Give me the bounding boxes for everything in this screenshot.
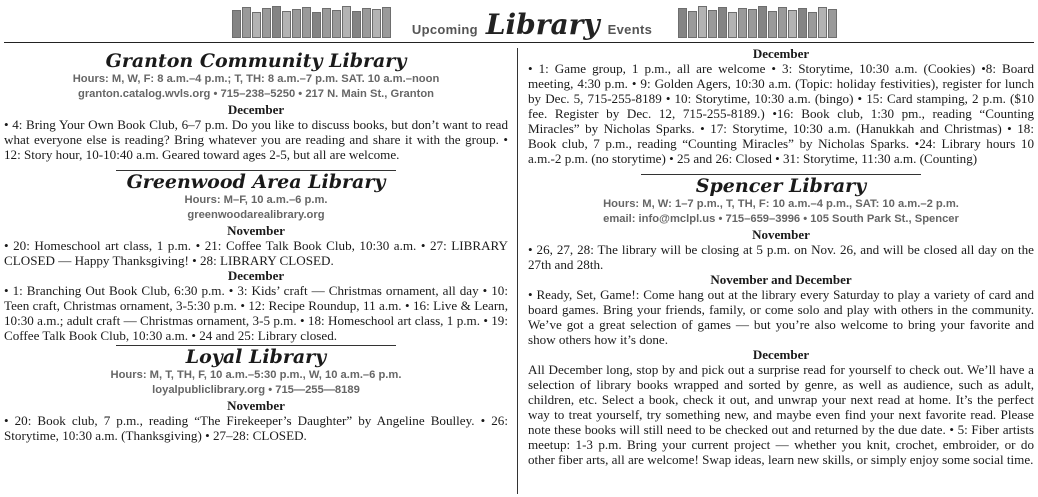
abbotsford-continued-section xyxy=(528,46,1034,166)
column-divider xyxy=(517,48,518,494)
spencer-month-2: November and December xyxy=(710,272,852,287)
greenwood-events-2: • 1: Branching Out Book Club, 6:30 p.m. • 3: Kids’ craft — Christmas ornament, all day • 10: Teen craft, Christmas ornament, 3-5:30 p.m. • 12: Recipe Roundup, 11 a.m. • 16: Live & Learn, 10:30 a.m.; adult craft — Christmas ornament, 3-5 p.m. • 18: Homeschool art class, 1 p.m. • 19: Coffee Talk Book Club, 10:30 a.m. • 24 and 25: Library closed. xyxy=(4,283,508,343)
header-title-group xyxy=(402,8,662,41)
header-rule xyxy=(4,42,1034,43)
loyal-contact: loyalpubliclibrary.org • 715—255—8189 xyxy=(152,384,360,396)
left-column xyxy=(4,50,508,443)
spencer-events-2: • Ready, Set, Game!: Come hang out at the library every Saturday to play a variety of card and board games. Bring your friends, family, or come solo and play with others in the community. We’ve got a great selection of games — but you’re also welcome to bring your favorite and show others how it’s done. xyxy=(528,287,1034,347)
greenwood-title: Greenwood Area Library xyxy=(126,171,386,193)
loyal-hours: Hours: M, T, TH, F, 10 a.m.–5:30 p.m., W, 10 a.m.–6 p.m. xyxy=(110,369,402,381)
header-right-word: Events xyxy=(607,22,653,37)
granton-events: • 4: Bring Your Own Book Club, 6–7 p.m. Do you like to discuss books, but don’t want to read what everyone else is reading? Bring whatever you are reading and share it with the group. • 12: Story hour, 10-10:40 a.m. Geared toward ages 2-5, but all are welcome. xyxy=(4,117,508,162)
spencer-events-3: All December long, stop by and pick out a surprise read for yourself to check out. We’ll have a selection of library books wrapped and sorted by genre, as well as audience, such as adult, children, etc. Select a book, check it out, and unwrap your next read at home. It’s the perfect way to treat yourself, try something new, and maybe even find your next favorite read. Please note these books will still need to be checked out and returned by the due date. • 5: Fiber artists meetup: 1-3 p.m. Bring your current project — whether you knit, crochet, embroider, or do other fiber arts, all are welcome! Swap ideas, learn new skills, or simply enjoy some social time. xyxy=(528,362,1034,467)
granton-month: December xyxy=(227,102,285,117)
greenwood-month-2: December xyxy=(227,268,285,283)
abbotsford-events: • 1: Game group, 1 p.m., all are welcome • 3: Storytime, 10:30 a.m. (Cookies) •8: Board meeting, 4:30 p.m. • 9: Golden Agers, 10:30 a.m. (Topic: holiday festivities), register for lunch by Dec. 5, 715-255-8189 • 10: Storytime, 10:30 a.m. (bingo) • 15: Card stamping, 2 p.m. ($10 fee. Register by Dec. 12, 715-255-8189.) •16: Book club, 1:30 pm., reading “Counting Miracles” by Nicholas Sparks. • 17: Storytime, 10:30 a.m. (Hanukkah and Christmas) • 18: Book club, 7 p.m., reading “Counting Miracles” by Nicholas Sparks. •24: Library hours 10 a.m.-2 p.m. (no storytime) • 25 and 26: Closed • 31: Storytime, 11:30 a.m. (Counting) xyxy=(528,61,1034,166)
spencer-contact: email: info@mclpl.us • 715–659–3996 • 105 South Park St., Spencer xyxy=(603,213,959,225)
spencer-month-3: December xyxy=(752,347,810,362)
spencer-title: Spencer Library xyxy=(695,175,867,197)
loyal-events: • 20: Book club, 7 p.m., reading “The Firekeeper’s Daughter” by Angeline Boulley. • 26: Storytime, 10:30 a.m. (Thanksgiving) • 27–28: CLOSED. xyxy=(4,413,508,443)
greenwood-month-1: November xyxy=(227,223,285,238)
header-title: Library xyxy=(485,8,600,41)
spencer-events-1: • 26, 27, 28: The library will be closing at 5 p.m. on Nov. 26, and will be closed all day on the 27th and 28th. xyxy=(528,242,1034,272)
granton-section xyxy=(4,50,508,162)
spencer-hours: Hours: M, W: 1–7 p.m., T, TH, F: 10 a.m.–4 p.m., SAT: 10 a.m.–2 p.m. xyxy=(603,198,959,210)
granton-contact: granton.catalog.wvls.org • 715–238–5250 • 217 N. Main St., Granton xyxy=(77,88,434,100)
greenwood-contact: greenwoodarealibrary.org xyxy=(187,209,325,221)
greenwood-hours: Hours: M–F, 10 a.m.–6 p.m. xyxy=(184,194,328,206)
abbotsford-month: December xyxy=(752,46,810,61)
bookshelf-right-decoration xyxy=(678,6,837,38)
greenwood-events-1: • 20: Homeschool art class, 1 p.m. • 21: Coffee Talk Book Club, 10:30 a.m. • 27: LIBRARY CLOSED — Happy Thanksgiving! • 28: LIBRARY CLOSED. xyxy=(4,238,508,268)
granton-hours: Hours: M, W, F: 8 a.m.–4 p.m.; T, TH: 8 a.m.–7 p.m. SAT. 10 a.m.–noon xyxy=(72,73,440,85)
page-header xyxy=(0,0,1038,42)
loyal-section xyxy=(4,345,508,443)
spencer-section xyxy=(528,174,1034,467)
loyal-month: November xyxy=(227,398,285,413)
spencer-month-1: November xyxy=(752,227,810,242)
loyal-title: Loyal Library xyxy=(185,346,327,368)
header-left-word: Upcoming xyxy=(411,22,478,37)
greenwood-section xyxy=(4,170,508,343)
granton-title: Granton Community Library xyxy=(105,50,407,72)
bookshelf-left-decoration xyxy=(232,6,391,38)
right-column xyxy=(528,46,1034,467)
